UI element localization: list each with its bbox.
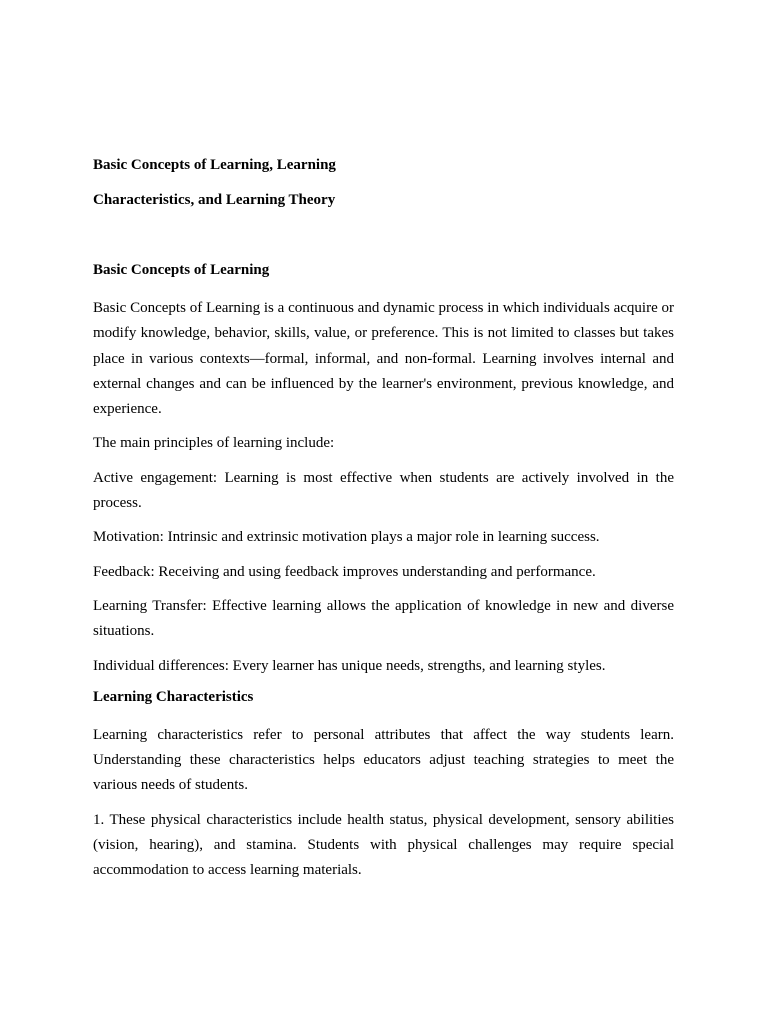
principle-learning-transfer: Learning Transfer: Effective learning allows the application of knowledge in new and diverse situations. xyxy=(93,597,674,640)
principle-individual-differences: Individual differences: Every learner has unique needs, strengths, and learning styles. xyxy=(93,657,606,674)
section-heading-learning-characteristics: Learning Characteristics xyxy=(93,688,254,705)
paragraph-basic-concepts-intro: Basic Concepts of Learning is a continuous and dynamic process in which individuals acquire or modify knowledge, behavior, skills, value, or preference. This is not limited to classes but takes place in various contexts—formal, informal, and non-formal. Learning involves internal and external changes and can be influenced by the learner's environment, previous knowledge, and experience. xyxy=(93,300,674,418)
document-title-line-1: Basic Concepts of Learning, Learning xyxy=(93,157,336,173)
section-heading-basic-concepts: Basic Concepts of Learning xyxy=(93,262,270,278)
document-body xyxy=(93,261,674,893)
paragraph-learning-characteristics-intro: Learning characteristics refer to personal attributes that affect the way students learn. Understanding these characteristics helps educators adjust teaching strategies to meet the various needs of students. xyxy=(93,726,674,794)
paragraph-principles-lead: The main principles of learning include: xyxy=(93,435,335,452)
paragraph-physical-characteristics: 1. These physical characteristics include health status, physical development, sensory abilities (vision, hearing), and stamina. Students with physical challenges may require special accommodation to access learning materials. xyxy=(93,811,674,879)
document-title-line-2: Characteristics, and Learning Theory xyxy=(93,192,336,208)
principle-motivation: Motivation: Intrinsic and extrinsic motivation plays a major role in learning success. xyxy=(93,529,600,546)
principle-active-engagement: Active engagement: Learning is most effective when students are actively involved in the process. xyxy=(93,469,674,512)
principle-feedback: Feedback: Receiving and using feedback improves understanding and performance. xyxy=(93,563,596,580)
